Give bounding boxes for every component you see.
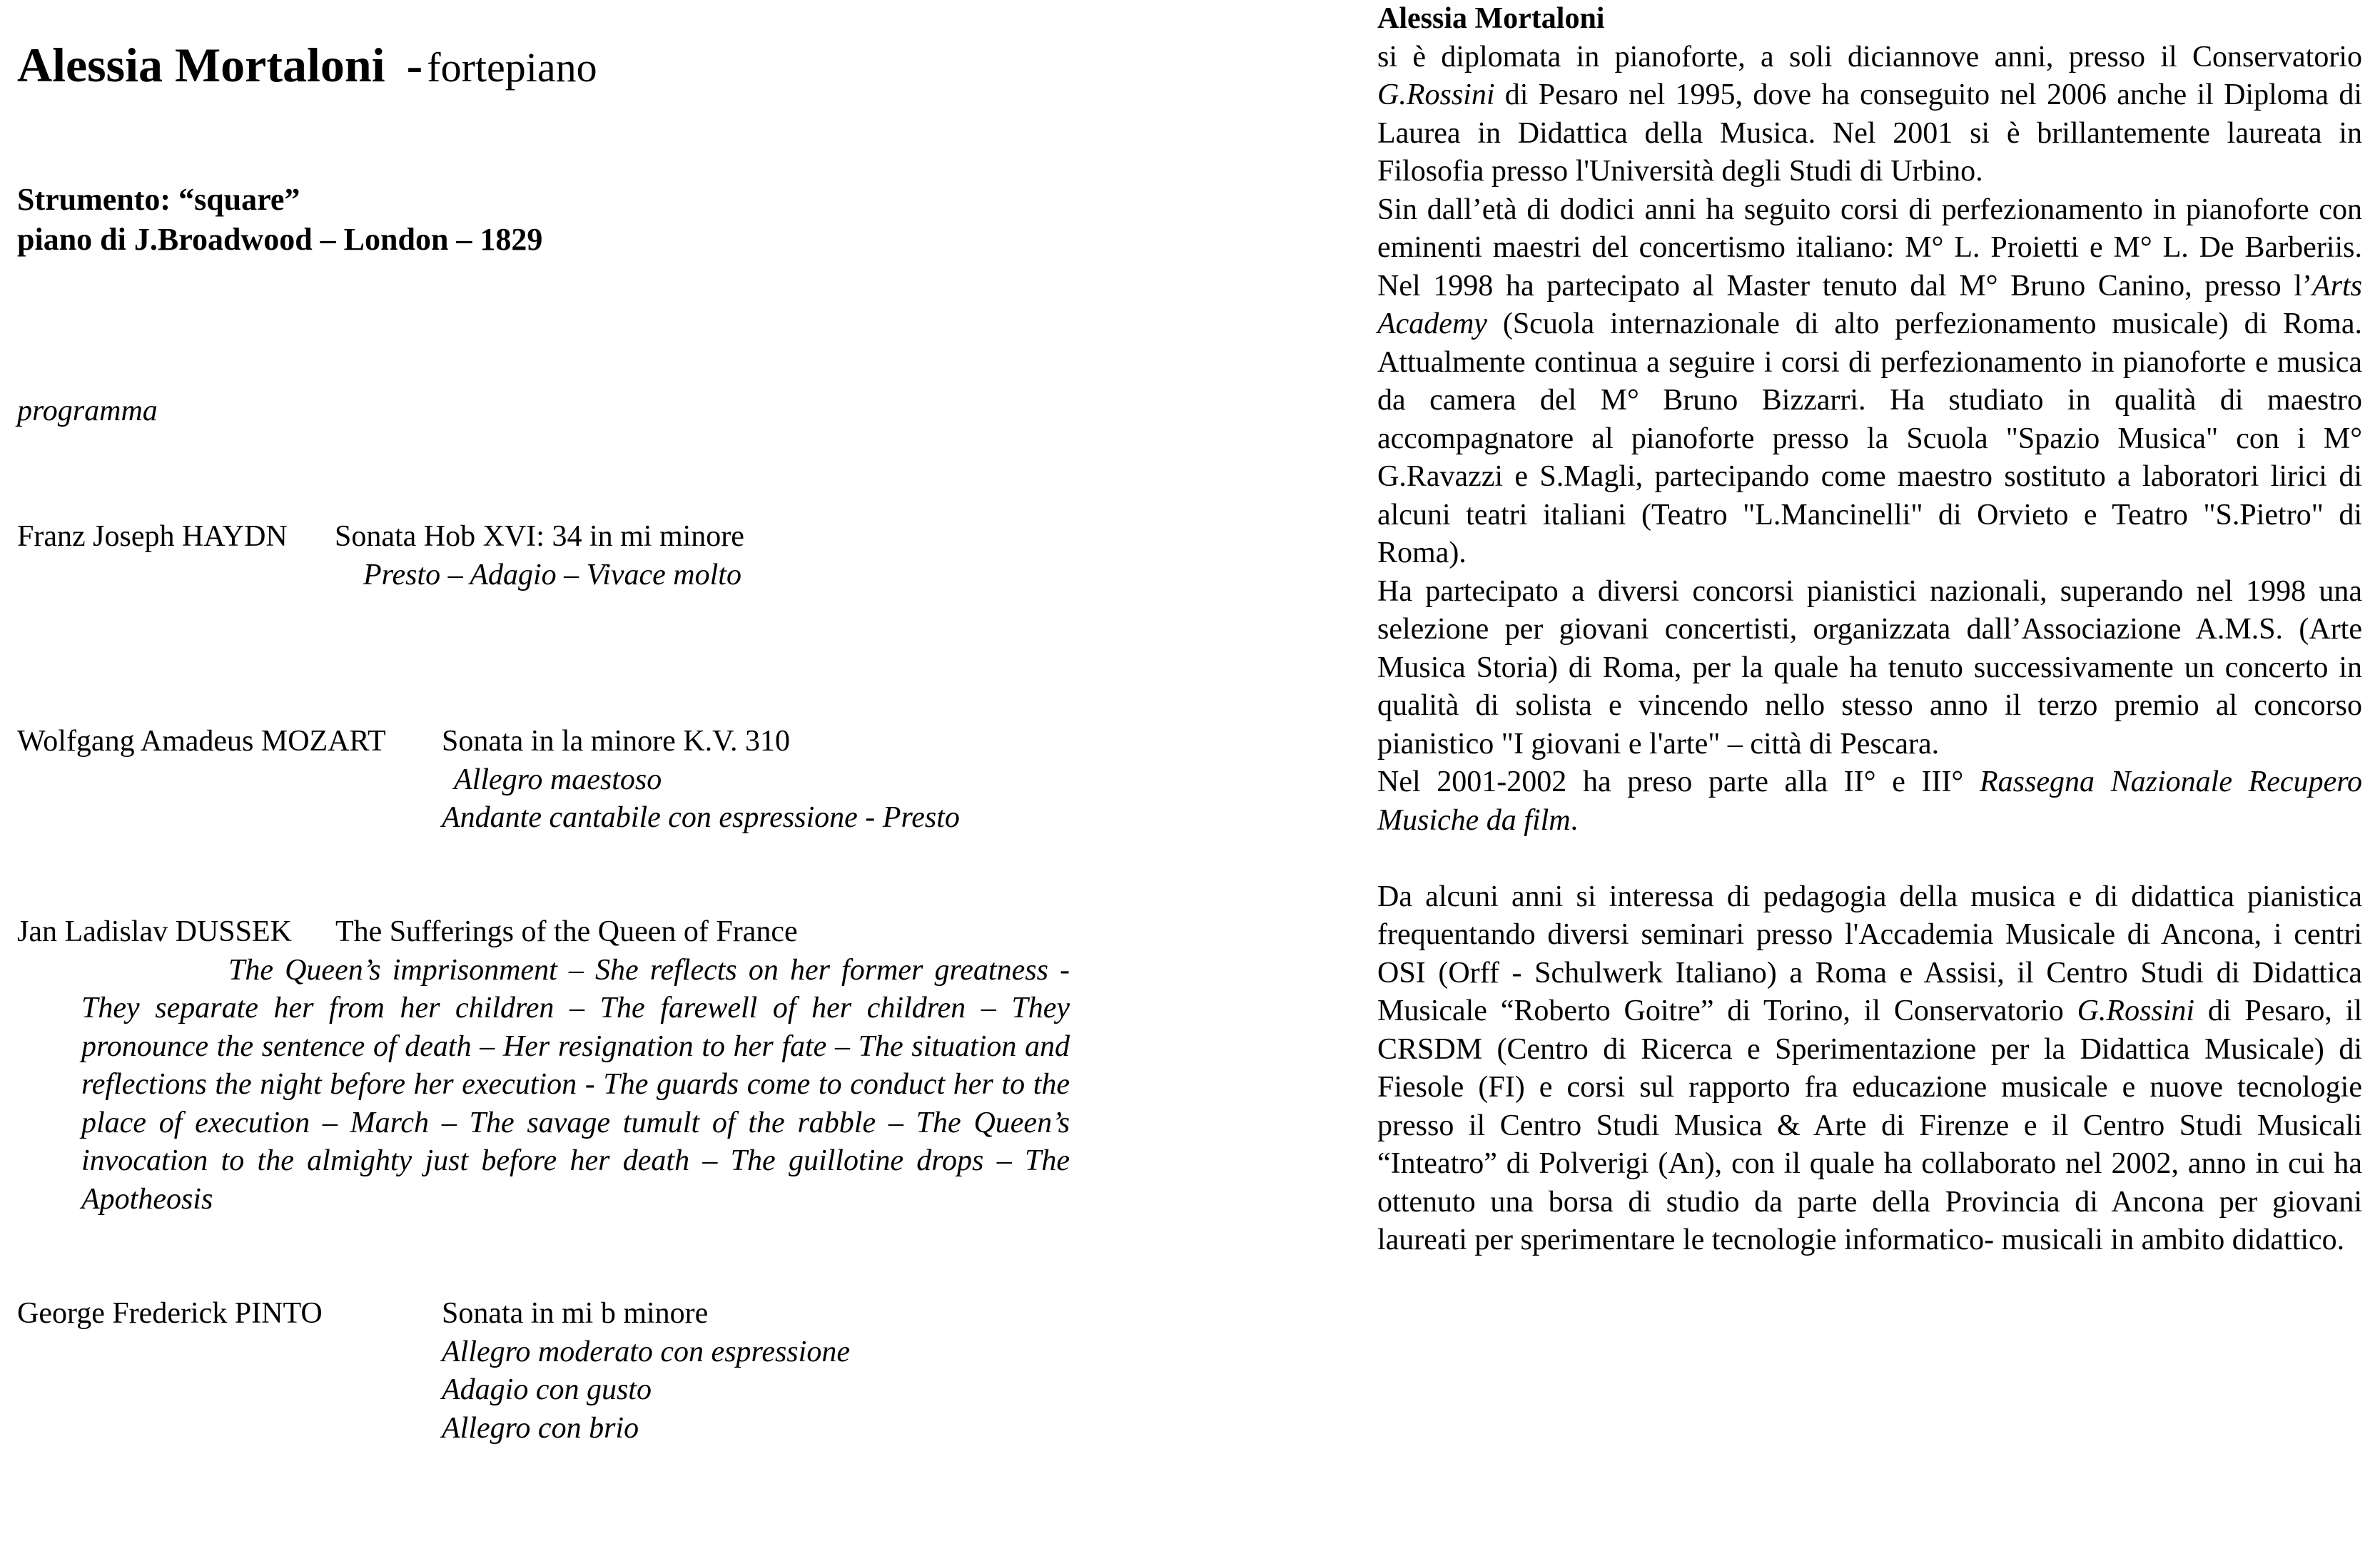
work-title: Sonata in mi b minore xyxy=(442,1297,709,1330)
bio-text: di Pesaro nel 1995, dove ha conseguito nel 2006 anche il Diploma di Laurea in Didattica della Musica. Nel 2001 si è brillantemente laureata in Filosofia presso l'Università degli Studi di Urbino. xyxy=(1377,78,2362,188)
bio-text-italic: G.Rossini xyxy=(2077,995,2195,1027)
composer: Wolfgang Amadeus MOZART xyxy=(17,725,386,758)
program-item-dussek xyxy=(17,913,1070,1219)
biography-paragraph xyxy=(1377,191,2362,573)
bio-text: di Pesaro, il CRSDM (Centro di Ricerca e Sperimentazione per la Didattica Musicale) di Fiesole (FI) e corsi sul rapporto fra educazione musicale e nuove tecnologie presso il Centro Studi Musica & Arte di Firenze e il Centro Studi Musicali “Inteatro” di Polverigi (An), con il quale ha collaborato nel 2002, anno in cui ha ottenuto una borsa di studio da parte della Provincia di Ancona per giovani laureati per sperimentare le tecnologie informatico- musicali in ambito didattico. xyxy=(1377,995,2362,1256)
bio-text: Sin dall’età di dodici anni ha seguito corsi di perfezionamento in pianoforte con eminenti maestri del concertismo italiano: M° L. Proietti e M° L. De Barberiis. Nel 1998 ha partecipato al Master tenuto dal M° Bruno Canino, presso l’ xyxy=(1377,193,2362,302)
bio-text: . xyxy=(1570,803,1579,837)
composer: Jan Ladislav DUSSEK xyxy=(17,915,292,948)
performer-name: Alessia Mortaloni xyxy=(17,38,385,92)
bio-text-italic: Arts Academy xyxy=(1377,269,2362,340)
program-label: programma xyxy=(17,395,158,427)
biography-heading: Alessia Mortaloni xyxy=(1377,2,1605,35)
composer: Franz Joseph HAYDN xyxy=(17,520,288,553)
movement: Allegro maestoso xyxy=(454,763,662,796)
work-title: Sonata in la minore K.V. 310 xyxy=(442,725,791,758)
program-item-pinto xyxy=(17,1295,850,1448)
bio-text: (Scuola internazionale di alto perfezionamento musicale) di Roma. Attualmente continua a seguire i corsi di perfezionamento in pianoforte e musica da camera del M° Bruno Bizzarri. Ha studiato in qualità di maestro accompagnatore al pianoforte presso la Scuola "Spazio Musica" con i M° G.Ravazzi e S.Magli, partecipando come maestro sostituto a laboratori lirici di alcuni teatri italiani (Teatro "L.Mancinelli" di Orvieto e Teatro "S.Pietro" di Roma). xyxy=(1377,307,2362,569)
movement: Allegro con brio xyxy=(442,1411,639,1445)
movement: Presto – Adagio – Vivace molto xyxy=(363,558,741,591)
instrument-line-1: Strumento: “square” xyxy=(17,182,300,217)
work-title: Sonata Hob XVI: 34 in mi minore xyxy=(335,520,744,553)
biography-column xyxy=(1377,0,2362,1260)
biography-paragraph: Ha partecipato a diversi concorsi pianistici nazionali, superando nel 1998 una selezione per giovani concertisti, organizzata dall’Associazione A.M.S. (Arte Musica Storia) di Roma, per la quale ha tenuto successivamente un concerto in qualità di solista e vincendo nello stesso anno il terzo premio al concorso pianistico "I giovani e l'arte" – città di Pescara. xyxy=(1377,574,2362,761)
biography-paragraph xyxy=(1377,878,2362,1260)
paragraph-gap xyxy=(1377,840,2362,878)
movement: Adagio con gusto xyxy=(442,1373,652,1406)
bio-text: si è diplomata in pianoforte, a soli diciannove anni, presso il Conservatorio xyxy=(1377,40,2362,73)
program-item-mozart xyxy=(17,723,960,838)
performer-role: fortepiano xyxy=(427,44,597,91)
composer: George Frederick PINTO xyxy=(17,1297,323,1330)
biography-paragraph xyxy=(1377,763,2362,840)
instrument-info xyxy=(17,180,542,260)
bio-text: Nel 2001-2002 ha preso parte alla II° e III° xyxy=(1377,766,1980,798)
movement: Andante cantabile con espressione - Presto xyxy=(442,801,960,834)
bio-text-italic: G.Rossini xyxy=(1377,78,1495,111)
title-separator: - xyxy=(406,38,423,92)
instrument-line-2: piano di J.Broadwood – London – 1829 xyxy=(17,222,543,257)
bio-text-italic: Rassegna Nazionale Recupero Musiche da film xyxy=(1377,766,2362,837)
bio-text: Da alcuni anni si interessa di pedagogia della musica e di didattica pianistica frequentando diversi seminari presso l'Accademia Musicale di Ancona, i centri OSI (Orff - Schulwerk Italiano) a Roma e Assisi, il Centro Studi di Didattica Musicale “Roberto Goitre” di Torino, il Conservatorio xyxy=(1377,880,2362,1027)
movement: Allegro moderato con espressione xyxy=(442,1335,850,1368)
work-title: The Sufferings of the Queen of France xyxy=(335,915,798,948)
program-item-haydn xyxy=(17,518,744,594)
page-title xyxy=(17,37,597,93)
biography-paragraph xyxy=(1377,39,2362,191)
work-description: The Queen’s imprisonment – She reflects on her former greatness - They separate her from her children – The farewell of her children – They pronounce the sentence of death – Her resignation to her fate – The situation and reflections the night before her execution - The guards come to conduct her to the place of execution – March – The savage tumult of the rabble – The Queen’s invocation to the almighty just before her death – The guillotine drops – The Apotheosis xyxy=(81,953,1070,1216)
